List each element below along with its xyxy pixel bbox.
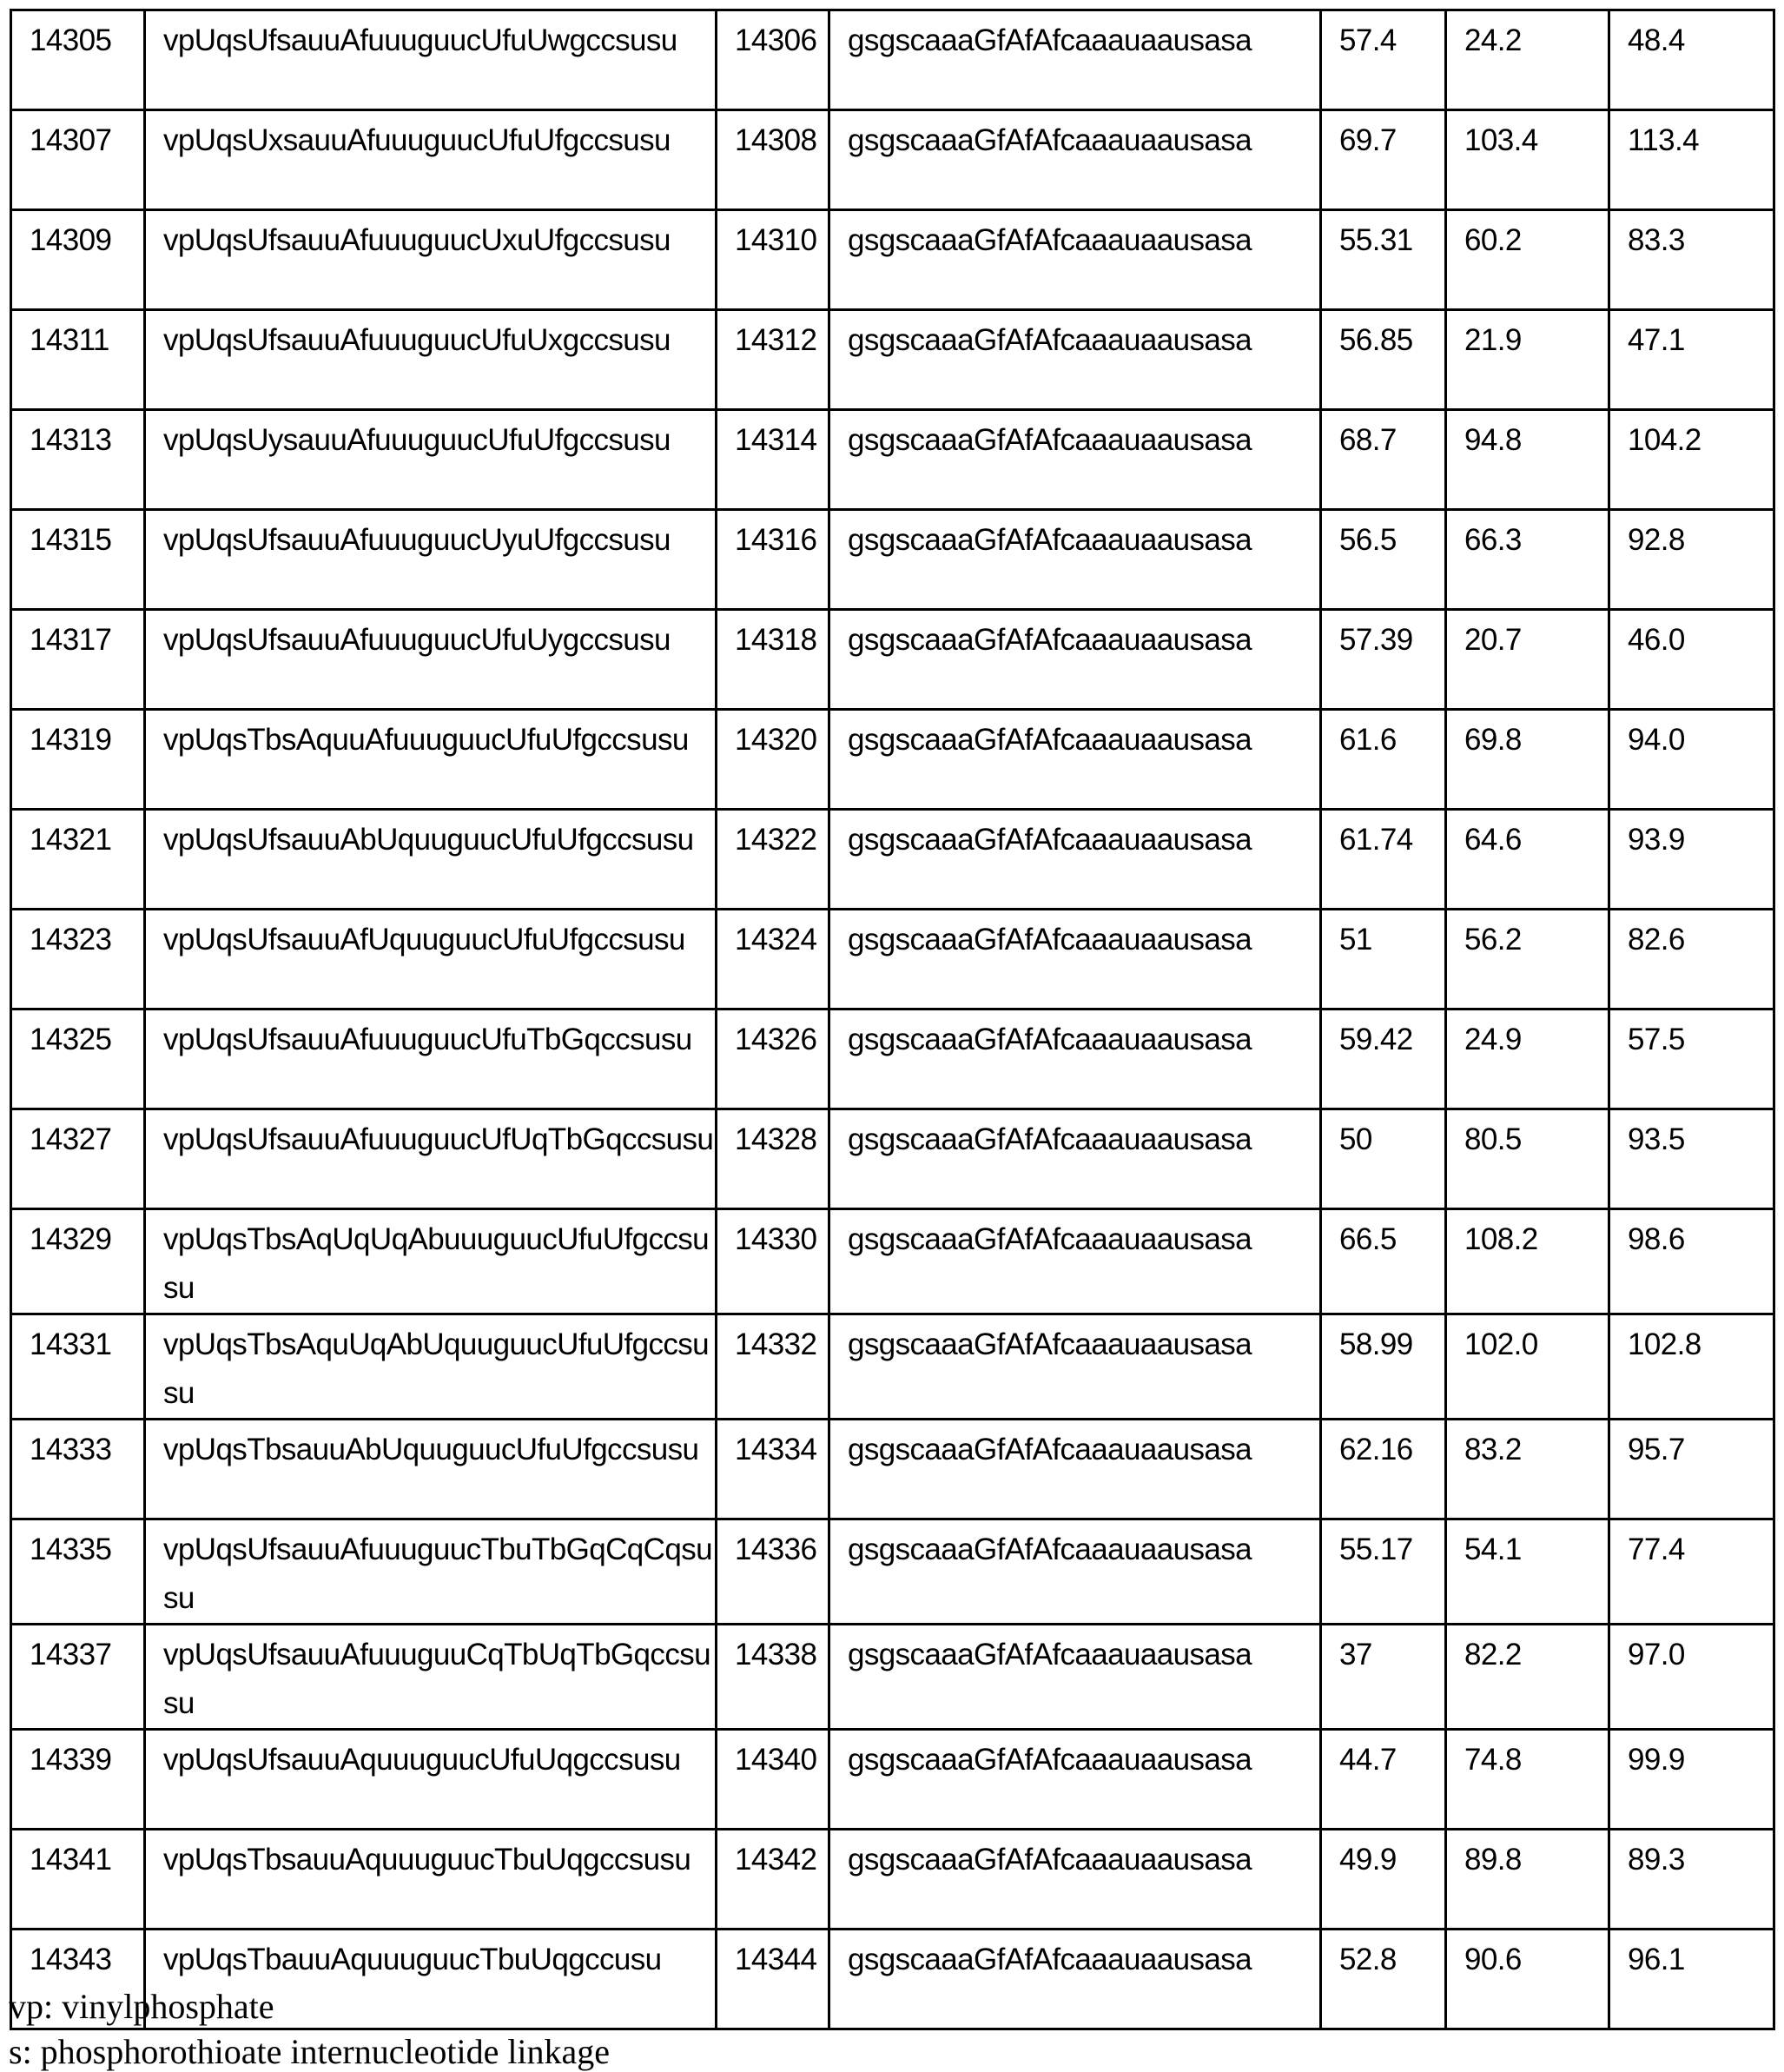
sense-id-cell: 14320 [717, 710, 829, 810]
sense-id-cell: 14306 [717, 10, 829, 110]
sense-sequence-cell: gsgscaaaGfAfAfcaaauaausasa [829, 1625, 1321, 1730]
sense-sequence-cell: gsgscaaaGfAfAfcaaauaausasa [829, 1314, 1321, 1420]
antisense-id-cell: 14321 [11, 810, 145, 910]
antisense-sequence-cell: vpUqsUfsauuAfuuuguucUyuUfgccsusu [145, 510, 717, 610]
sense-sequence-cell: gsgscaaaGfAfAfcaaauaausasa [829, 1109, 1321, 1209]
antisense-id-cell: 14323 [11, 910, 145, 1010]
sense-sequence-cell: gsgscaaaGfAfAfcaaauaausasa [829, 1930, 1321, 2029]
sense-sequence-cell: gsgscaaaGfAfAfcaaauaausasa [829, 1209, 1321, 1314]
antisense-sequence-cell: vpUqsUfsauuAfuuuguucUfuTbGqccsusu [145, 1010, 717, 1109]
sense-sequence-cell: gsgscaaaGfAfAfcaaauaausasa [829, 410, 1321, 510]
value-3-cell: 95.7 [1609, 1420, 1774, 1519]
sense-id-cell: 14338 [717, 1625, 829, 1730]
table-row [11, 710, 1774, 810]
antisense-sequence-cell: vpUqsUfsauuAfuuuguucUfuUxgccsusu [145, 310, 717, 410]
value-3-cell: 102.8 [1609, 1314, 1774, 1420]
antisense-sequence-cell: vpUqsUfsauuAquuuguucUfuUqgccsusu [145, 1730, 717, 1830]
value-1-cell: 50 [1321, 1109, 1446, 1209]
value-2-cell: 94.8 [1446, 410, 1609, 510]
sense-id-cell: 14322 [717, 810, 829, 910]
antisense-sequence-cell: vpUqsUfsauuAfuuuguucTbuTbGqCqCqsusu [145, 1519, 717, 1625]
antisense-sequence-cell: vpUqsTbsAquuAfuuuguucUfuUfgccsusu [145, 710, 717, 810]
antisense-id-cell: 14331 [11, 1314, 145, 1420]
value-2-cell: 102.0 [1446, 1314, 1609, 1420]
value-2-cell: 60.2 [1446, 210, 1609, 310]
table-row [11, 110, 1774, 210]
value-2-cell: 69.8 [1446, 710, 1609, 810]
value-3-cell: 57.5 [1609, 1010, 1774, 1109]
value-2-cell: 103.4 [1446, 110, 1609, 210]
value-2-cell: 89.8 [1446, 1830, 1609, 1930]
antisense-id-cell: 14309 [11, 210, 145, 310]
antisense-id-cell: 14317 [11, 610, 145, 710]
value-2-cell: 83.2 [1446, 1420, 1609, 1519]
value-1-cell: 55.17 [1321, 1519, 1446, 1625]
sense-sequence-cell: gsgscaaaGfAfAfcaaauaausasa [829, 1730, 1321, 1830]
antisense-id-cell: 14325 [11, 1010, 145, 1109]
sense-sequence-cell: gsgscaaaGfAfAfcaaauaausasa [829, 10, 1321, 110]
value-3-cell: 83.3 [1609, 210, 1774, 310]
value-2-cell: 108.2 [1446, 1209, 1609, 1314]
table-row [11, 1930, 1774, 2029]
value-1-cell: 62.16 [1321, 1420, 1446, 1519]
antisense-id-cell: 14329 [11, 1209, 145, 1314]
table-row [11, 510, 1774, 610]
value-3-cell: 48.4 [1609, 10, 1774, 110]
sense-sequence-cell: gsgscaaaGfAfAfcaaauaausasa [829, 210, 1321, 310]
sense-id-cell: 14330 [717, 1209, 829, 1314]
value-1-cell: 37 [1321, 1625, 1446, 1730]
value-3-cell: 89.3 [1609, 1830, 1774, 1930]
antisense-sequence-cell: vpUqsTbauuAquuuguucTbuUqgccusu [145, 1930, 717, 2029]
sense-sequence-cell: gsgscaaaGfAfAfcaaauaausasa [829, 710, 1321, 810]
value-3-cell: 93.9 [1609, 810, 1774, 910]
antisense-sequence-cell: vpUqsUfsauuAfuuuguuCqTbUqTbGqccsusu [145, 1625, 717, 1730]
sense-sequence-cell: gsgscaaaGfAfAfcaaauaausasa [829, 610, 1321, 710]
sense-id-cell: 14326 [717, 1010, 829, 1109]
value-2-cell: 21.9 [1446, 310, 1609, 410]
sense-id-cell: 14308 [717, 110, 829, 210]
value-3-cell: 97.0 [1609, 1625, 1774, 1730]
table-body [11, 10, 1774, 2029]
antisense-sequence-cell: vpUqsUfsauuAfuuuguucUfuUwgccsusu [145, 10, 717, 110]
value-1-cell: 57.4 [1321, 10, 1446, 110]
value-1-cell: 55.31 [1321, 210, 1446, 310]
antisense-id-cell: 14341 [11, 1830, 145, 1930]
sense-sequence-cell: gsgscaaaGfAfAfcaaauaausasa [829, 510, 1321, 610]
sense-sequence-cell: gsgscaaaGfAfAfcaaauaausasa [829, 310, 1321, 410]
value-3-cell: 104.2 [1609, 410, 1774, 510]
antisense-sequence-cell: vpUqsUfsauuAfuuuguucUxuUfgccsusu [145, 210, 717, 310]
value-3-cell: 47.1 [1609, 310, 1774, 410]
table-row [11, 1830, 1774, 1930]
value-2-cell: 66.3 [1446, 510, 1609, 610]
value-2-cell: 20.7 [1446, 610, 1609, 710]
value-2-cell: 24.2 [1446, 10, 1609, 110]
table-row [11, 1625, 1774, 1730]
value-1-cell: 61.74 [1321, 810, 1446, 910]
antisense-sequence-cell: vpUqsTbsauuAquuuguucTbuUqgccsusu [145, 1830, 717, 1930]
value-3-cell: 93.5 [1609, 1109, 1774, 1209]
value-1-cell: 44.7 [1321, 1730, 1446, 1830]
sense-sequence-cell: gsgscaaaGfAfAfcaaauaausasa [829, 1420, 1321, 1519]
sense-sequence-cell: gsgscaaaGfAfAfcaaauaausasa [829, 1830, 1321, 1930]
antisense-sequence-cell: vpUqsUfsauuAfuuuguucUfuUygccsusu [145, 610, 717, 710]
value-3-cell: 94.0 [1609, 710, 1774, 810]
antisense-sequence-cell: vpUqsTbsAqUqUqAbuuuguucUfuUfgccsusu [145, 1209, 717, 1314]
value-2-cell: 54.1 [1446, 1519, 1609, 1625]
value-1-cell: 57.39 [1321, 610, 1446, 710]
value-1-cell: 66.5 [1321, 1209, 1446, 1314]
antisense-id-cell: 14337 [11, 1625, 145, 1730]
sense-sequence-cell: gsgscaaaGfAfAfcaaauaausasa [829, 1519, 1321, 1625]
table-row [11, 310, 1774, 410]
antisense-id-cell: 14319 [11, 710, 145, 810]
antisense-id-cell: 14327 [11, 1109, 145, 1209]
sense-id-cell: 14332 [717, 1314, 829, 1420]
value-2-cell: 74.8 [1446, 1730, 1609, 1830]
value-2-cell: 90.6 [1446, 1930, 1609, 2029]
footnote-s: s: phosphorothioate internucleotide linkage [9, 2031, 610, 2072]
sense-id-cell: 14344 [717, 1930, 829, 2029]
sense-id-cell: 14316 [717, 510, 829, 610]
sense-sequence-cell: gsgscaaaGfAfAfcaaauaausasa [829, 910, 1321, 1010]
antisense-sequence-cell: vpUqsTbsAquUqAbUquuguucUfuUfgccsusu [145, 1314, 717, 1420]
table-row [11, 1730, 1774, 1830]
value-2-cell: 64.6 [1446, 810, 1609, 910]
table-row [11, 1420, 1774, 1519]
value-1-cell: 69.7 [1321, 110, 1446, 210]
value-2-cell: 82.2 [1446, 1625, 1609, 1730]
value-1-cell: 68.7 [1321, 410, 1446, 510]
antisense-sequence-cell: vpUqsTbsauuAbUquuguucUfuUfgccsusu [145, 1420, 717, 1519]
value-3-cell: 82.6 [1609, 910, 1774, 1010]
value-1-cell: 52.8 [1321, 1930, 1446, 2029]
value-3-cell: 92.8 [1609, 510, 1774, 610]
table-row [11, 1010, 1774, 1109]
table-row [11, 210, 1774, 310]
table-row [11, 1209, 1774, 1314]
value-3-cell: 113.4 [1609, 110, 1774, 210]
sense-id-cell: 14342 [717, 1830, 829, 1930]
antisense-sequence-cell: vpUqsUfsauuAfuuuguucUfUqTbGqccsusu [145, 1109, 717, 1209]
antisense-id-cell: 14305 [11, 10, 145, 110]
antisense-id-cell: 14313 [11, 410, 145, 510]
value-1-cell: 59.42 [1321, 1010, 1446, 1109]
sense-id-cell: 14336 [717, 1519, 829, 1625]
value-1-cell: 58.99 [1321, 1314, 1446, 1420]
sense-sequence-cell: gsgscaaaGfAfAfcaaauaausasa [829, 1010, 1321, 1109]
value-3-cell: 96.1 [1609, 1930, 1774, 2029]
value-1-cell: 49.9 [1321, 1830, 1446, 1930]
table-row [11, 1314, 1774, 1420]
antisense-sequence-cell: vpUqsUfsauuAbUquuguucUfuUfgccsusu [145, 810, 717, 910]
table-row [11, 1519, 1774, 1625]
table-row [11, 1109, 1774, 1209]
value-3-cell: 46.0 [1609, 610, 1774, 710]
sense-id-cell: 14328 [717, 1109, 829, 1209]
table-row [11, 10, 1774, 110]
value-3-cell: 77.4 [1609, 1519, 1774, 1625]
antisense-id-cell: 14333 [11, 1420, 145, 1519]
sense-id-cell: 14310 [717, 210, 829, 310]
value-2-cell: 80.5 [1446, 1109, 1609, 1209]
antisense-sequence-cell: vpUqsUysauuAfuuuguucUfuUfgccsusu [145, 410, 717, 510]
table-row [11, 810, 1774, 910]
sense-id-cell: 14334 [717, 1420, 829, 1519]
sense-id-cell: 14318 [717, 610, 829, 710]
footnote-vp: vp: vinylphosphate [9, 1986, 274, 2027]
sense-id-cell: 14314 [717, 410, 829, 510]
antisense-id-cell: 14311 [11, 310, 145, 410]
sense-sequence-cell: gsgscaaaGfAfAfcaaauaausasa [829, 810, 1321, 910]
value-2-cell: 56.2 [1446, 910, 1609, 1010]
antisense-sequence-cell: vpUqsUxsauuAfuuuguucUfuUfgccsusu [145, 110, 717, 210]
value-3-cell: 98.6 [1609, 1209, 1774, 1314]
table-row [11, 910, 1774, 1010]
sense-id-cell: 14312 [717, 310, 829, 410]
value-3-cell: 99.9 [1609, 1730, 1774, 1830]
table-row [11, 610, 1774, 710]
table-row [11, 410, 1774, 510]
antisense-sequence-cell: vpUqsUfsauuAfUquuguucUfuUfgccsusu [145, 910, 717, 1010]
antisense-id-cell: 14315 [11, 510, 145, 610]
value-2-cell: 24.9 [1446, 1010, 1609, 1109]
antisense-id-cell: 14335 [11, 1519, 145, 1625]
sense-sequence-cell: gsgscaaaGfAfAfcaaauaausasa [829, 110, 1321, 210]
antisense-id-cell: 14339 [11, 1730, 145, 1830]
value-1-cell: 51 [1321, 910, 1446, 1010]
sequence-data-table [10, 9, 1775, 2030]
value-1-cell: 61.6 [1321, 710, 1446, 810]
antisense-id-cell: 14343 [11, 1930, 145, 2029]
antisense-id-cell: 14307 [11, 110, 145, 210]
value-1-cell: 56.5 [1321, 510, 1446, 610]
sense-id-cell: 14324 [717, 910, 829, 1010]
value-1-cell: 56.85 [1321, 310, 1446, 410]
sense-id-cell: 14340 [717, 1730, 829, 1830]
